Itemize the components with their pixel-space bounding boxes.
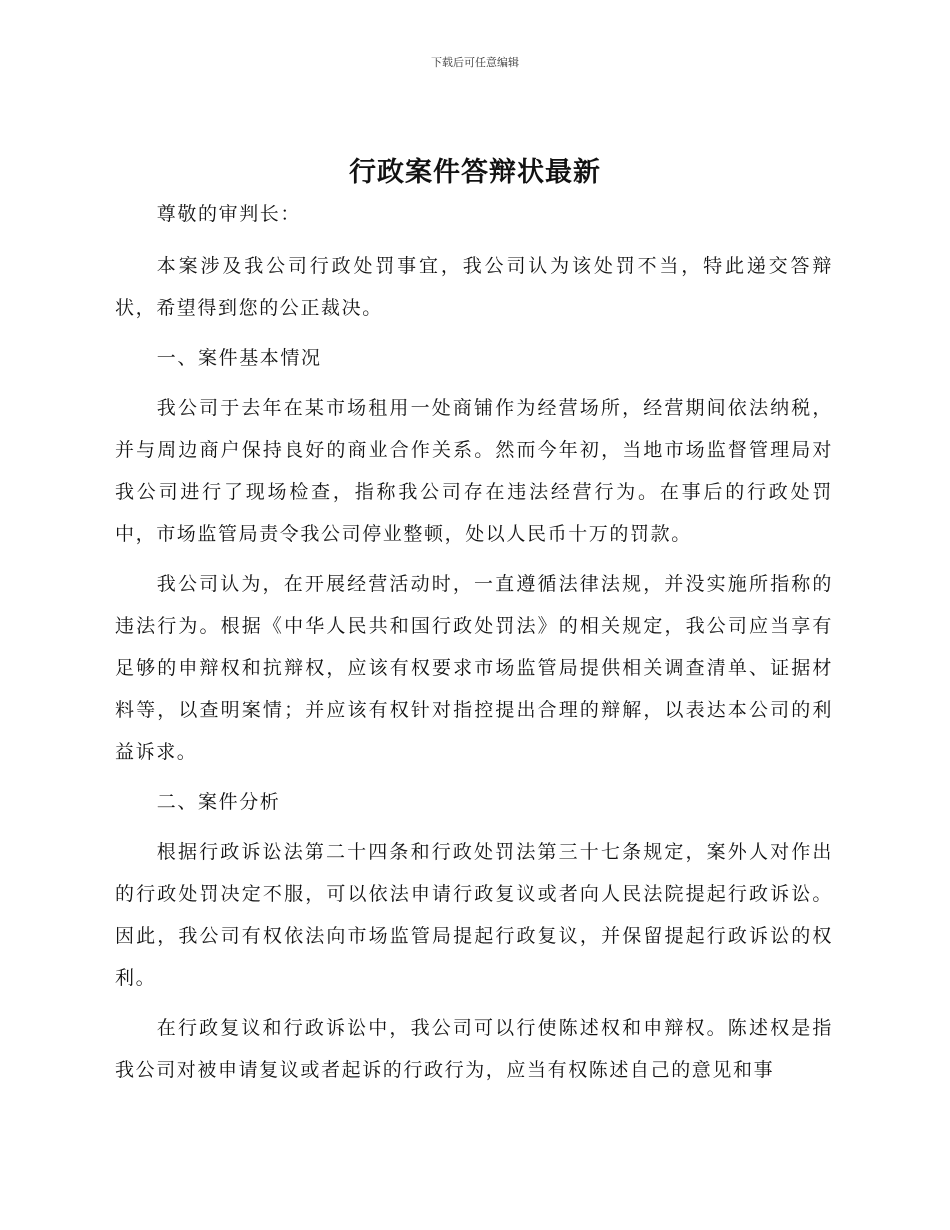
section-heading-basic-facts: 一、案件基本情况 bbox=[156, 347, 322, 369]
paragraph-rights: 在行政复议和行政诉讼中，我公司可以行使陈述权和申辩权。陈述权是指我公司对被申请复议或者起诉的行政行为，应当有权陈述自己的意见和事 bbox=[115, 1017, 833, 1081]
paragraph-legal-basis: 根据行政诉讼法第二十四条和行政处罚法第三十七条规定，案外人对作出的行政处罚决定不服，可以依法申请行政复议或者向人民法院提起行政诉讼。因此，我公司有权依法向市场监管局提起行政复议，并保留提起行政诉讼的权利。 bbox=[115, 841, 833, 989]
paragraph-company-position: 我公司认为，在开展经营活动时，一直遵循法律法规，并没实施所指称的违法行为。根据《中华人民共和国行政处罚法》的相关规定，我公司应当享有足够的申辩权和抗辩权，应该有权要求市场监管局提供相关调查清单、证据材料等，以查明案情；并应该有权针对指控提出合理的辩解，以表达本公司的利益诉求。 bbox=[115, 573, 833, 763]
paragraph-facts: 我公司于去年在某市场租用一处商铺作为经营场所，经营期间依法纳税，并与周边商户保持良好的商业合作关系。然而今年初，当地市场监督管理局对我公司进行了现场检查，指称我公司存在违法经营行为。在事后的行政处罚中，市场监管局责令我公司停业整顿，处以人民币十万的罚款。 bbox=[115, 397, 833, 545]
page-header-note: 下载后可任意编辑 bbox=[431, 56, 519, 69]
document-title: 行政案件答辩状最新 bbox=[349, 157, 601, 188]
paragraph-intro: 本案涉及我公司行政处罚事宜，我公司认为该处罚不当，特此递交答辩状，希望得到您的公正裁决。 bbox=[115, 255, 833, 319]
section-heading-analysis: 二、案件分析 bbox=[156, 791, 281, 813]
salutation: 尊敬的审判长： bbox=[156, 203, 301, 225]
document-body bbox=[115, 193, 833, 1099]
